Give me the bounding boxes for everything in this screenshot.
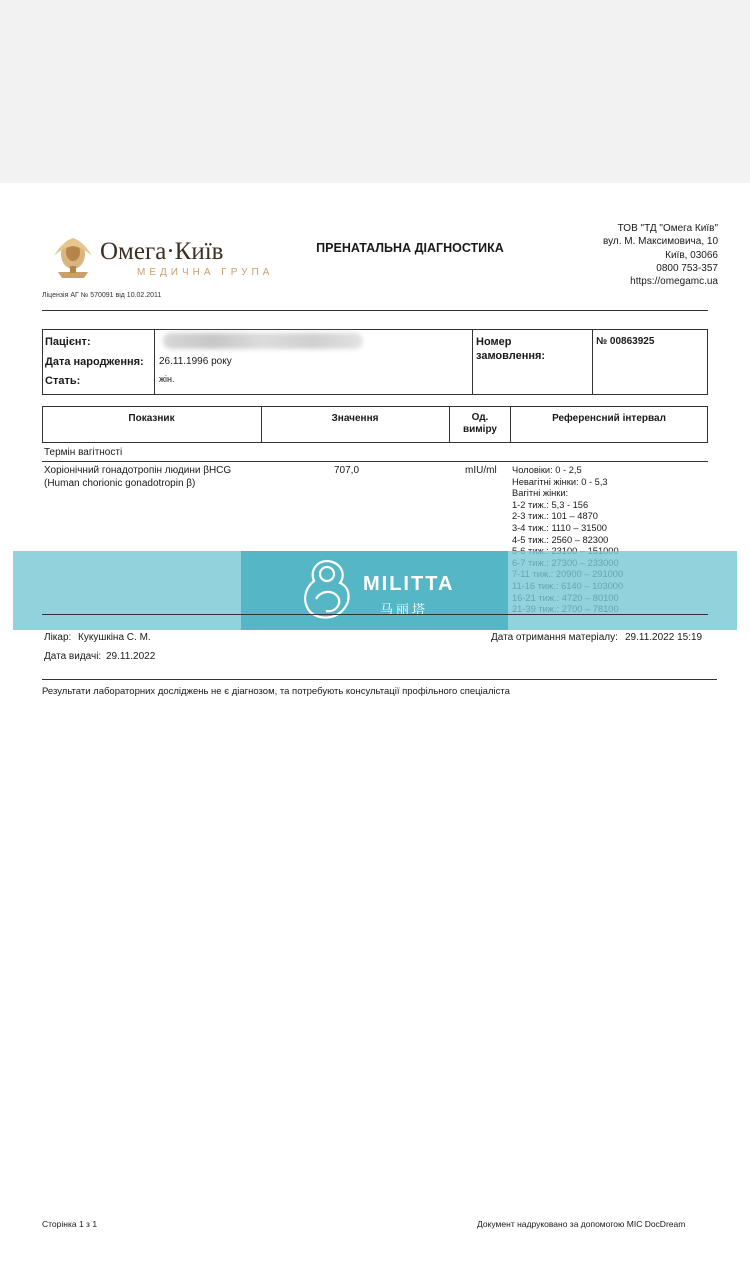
ref-line: 2-3 тиж.: 101 – 4870 [512, 511, 598, 522]
ref-line: Чоловіки: 0 - 2,5 [512, 465, 582, 475]
document-title: ПРЕНАТАЛЬНА ДІАГНОСТИКА [316, 241, 504, 255]
top-margin-area [0, 0, 750, 183]
sex-value: жін. [159, 374, 175, 384]
col-header-value: Значення [331, 413, 379, 424]
doctor-name: Кукушкіна С. М. [78, 632, 151, 643]
company-city: Київ, 03066 [665, 249, 718, 261]
col-header-indicator: Показник [128, 413, 175, 424]
header-divider [42, 310, 708, 311]
company-street: вул. М. Максимовича, 10 [602, 236, 718, 248]
license-text: Ліцензія АГ № 570091 від 10.02.2011 [42, 292, 162, 299]
col-header-reference: Референсний інтервал [552, 413, 666, 424]
ref-line: 4-5 тиж.: 2560 – 82300 [512, 534, 609, 545]
col-header-unit: Од. виміру [462, 412, 497, 435]
company-info [603, 222, 718, 288]
results-bottom-divider [42, 614, 708, 615]
watermark-name: MILITTA [363, 573, 455, 595]
logo-text: Омега·Київ [100, 238, 224, 265]
test-name: Хоріонічний гонадотропін людини βHCG [44, 465, 232, 476]
omega-logo-icon [50, 232, 96, 284]
test-unit: mIU/ml [465, 465, 497, 476]
section-label: Термін вагітності [44, 447, 123, 458]
ref-line: Вагітні жінки: [512, 488, 569, 499]
patient-box-divider-1 [154, 329, 155, 395]
test-name-english: (Human chorionic gonadotropin β) [44, 478, 196, 489]
footer-divider [42, 679, 717, 680]
received-date-label: Дата отримання матеріалу: [491, 632, 618, 643]
ref-line: 1-2 тиж.: 5,3 - 156 [512, 499, 589, 510]
ref-line: 3-4 тиж.: 1110 – 31500 [512, 522, 607, 533]
company-phone: 0800 753-357 [656, 262, 718, 274]
issue-date-label: Дата видачі: [44, 651, 102, 662]
section-divider [42, 461, 708, 462]
dob-value: 26.11.1996 року [159, 356, 232, 367]
doctor-label: Лікар: [44, 632, 72, 643]
company-name: ТОВ "ТД "Омега Київ" [617, 223, 718, 234]
order-label-line2: замовлення: [476, 350, 546, 362]
page-number: Сторінка 1 з 1 [42, 1219, 98, 1229]
received-date: 29.11.2022 15:19 [625, 632, 703, 643]
ref-line: Невагітні жінки: 0 - 5,3 [512, 476, 608, 487]
patient-box-divider-2 [472, 329, 473, 395]
watermark-chinese: 马丽塔 [380, 602, 429, 617]
sex-label: Стать: [45, 375, 81, 387]
disclaimer-text: Результати лабораторних досліджень не є діагнозом, та потребують консультації профільного спеціаліста [42, 686, 510, 697]
test-value: 707,0 [334, 465, 360, 476]
patient-box-divider-3 [592, 329, 593, 395]
printed-by: Документ надруковано за допомогою МІС DocDream [477, 1219, 686, 1229]
patient-name-redacted [163, 333, 363, 349]
patient-label: Пацієнт: [45, 336, 91, 348]
company-website: https://omegamc.ua [630, 276, 718, 288]
order-number: № 00863925 [596, 336, 655, 347]
header-divider-2 [449, 406, 450, 443]
logo-subtitle: МЕДИЧНА ГРУПА [137, 267, 274, 278]
dob-label: Дата народження: [45, 356, 144, 368]
order-label-line1: Номер [476, 336, 512, 348]
issue-date: 29.11.2022 [106, 651, 156, 662]
